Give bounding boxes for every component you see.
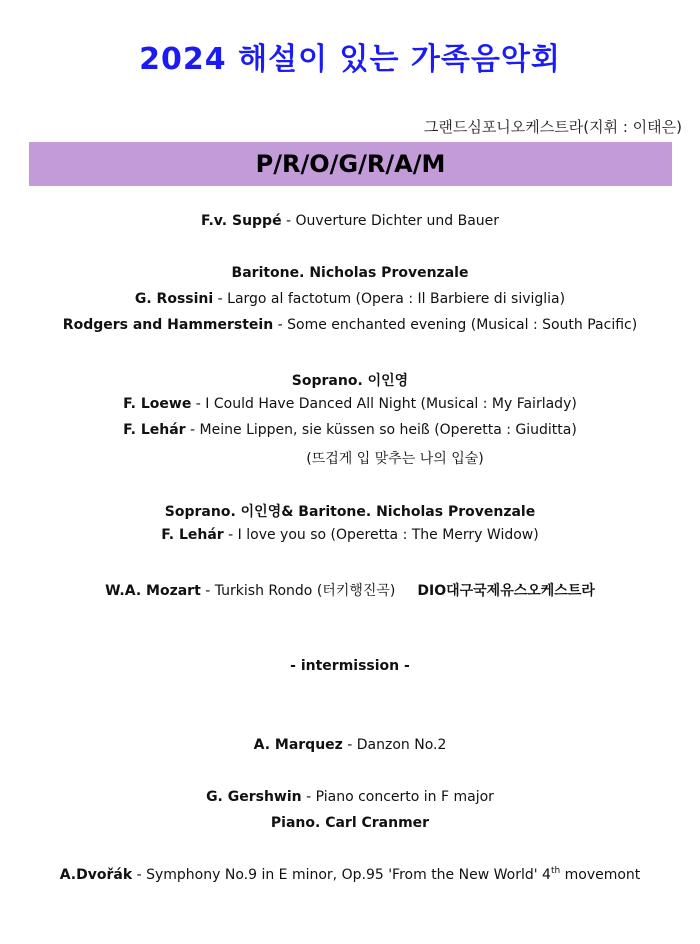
work: Symphony No.9 in E minor, Op.95 'From the New World' 4 (146, 867, 551, 883)
composer: Rodgers and Hammerstein (62, 317, 274, 333)
work: Largo al factotum (Opera : Il Barbiere di siviglia) (227, 291, 566, 307)
separator: - (273, 317, 288, 333)
composer: W.A. Mozart (105, 583, 201, 599)
performer-piano: Piano. Carl Cranmer (270, 815, 430, 831)
program-banner: P/R/O/G/R/A/M (29, 142, 672, 186)
work: I Could Have Danced All Night (Musical : My Fairlady) (205, 396, 577, 412)
program-item-lehar-widow (0, 527, 700, 543)
program-item-gershwin (0, 789, 700, 805)
composer: F.v. Suppé (200, 213, 282, 229)
separator: - (342, 737, 357, 753)
separator: - (132, 867, 147, 883)
concert-title: 2024 해설이 있는 가족음악회 (139, 42, 561, 77)
youth-orchestra: DIO대구국제유스오케스트라 (417, 583, 595, 599)
work: Turkish Rondo (터키행진곡) (214, 583, 396, 599)
separator: - (191, 396, 206, 412)
program-item-loewe (0, 396, 700, 412)
work-tail: movemont (560, 867, 641, 883)
composer: F. Lehár (123, 422, 186, 438)
performer-duet: Soprano. 이인영& Baritone. Nicholas Provenzale (164, 504, 536, 520)
composer: G. Gershwin (206, 789, 302, 805)
program-item-suppe (0, 213, 700, 229)
work: Piano concerto in F major (315, 789, 494, 805)
work: I love you so (Operetta : The Merry Widow) (237, 527, 539, 543)
separator: - (301, 789, 316, 805)
program-item-lehar-giuditta (0, 422, 700, 438)
separator: - (213, 291, 228, 307)
composer: A. Marquez (253, 737, 343, 753)
composer: G. Rossini (134, 291, 214, 307)
separator: - (200, 583, 215, 599)
performer-baritone: Baritone. Nicholas Provenzale (231, 265, 469, 281)
separator: - (185, 422, 200, 438)
composer: F. Lehár (161, 527, 224, 543)
work: Some enchanted evening (Musical : South Pacific) (287, 317, 638, 333)
ordinal-suffix: th (550, 866, 561, 876)
program-item-rossini (0, 291, 700, 307)
composer: A.Dvořák (59, 867, 133, 883)
work: Meine Lippen, sie küssen so heiß (Operetta : Giuditta) (199, 422, 577, 438)
program-item-rodgers (0, 317, 700, 333)
program-item-marquez (0, 737, 700, 753)
program-item-mozart (0, 580, 700, 600)
performer-soprano: Soprano. 이인영 (291, 373, 409, 389)
intermission: - intermission - (290, 658, 410, 674)
work: Danzon No.2 (356, 737, 447, 753)
work: Ouverture Dichter und Bauer (295, 213, 500, 229)
orchestra-conductor: 그랜드심포니오케스트라(지휘 : 이태은) (423, 118, 682, 136)
korean-translation: (뜨겁게 입 맞추는 나의 입술) (306, 451, 484, 467)
separator: - (281, 213, 296, 229)
program-item-dvorak (0, 867, 700, 883)
separator: - (223, 527, 238, 543)
composer: F. Loewe (123, 396, 192, 412)
